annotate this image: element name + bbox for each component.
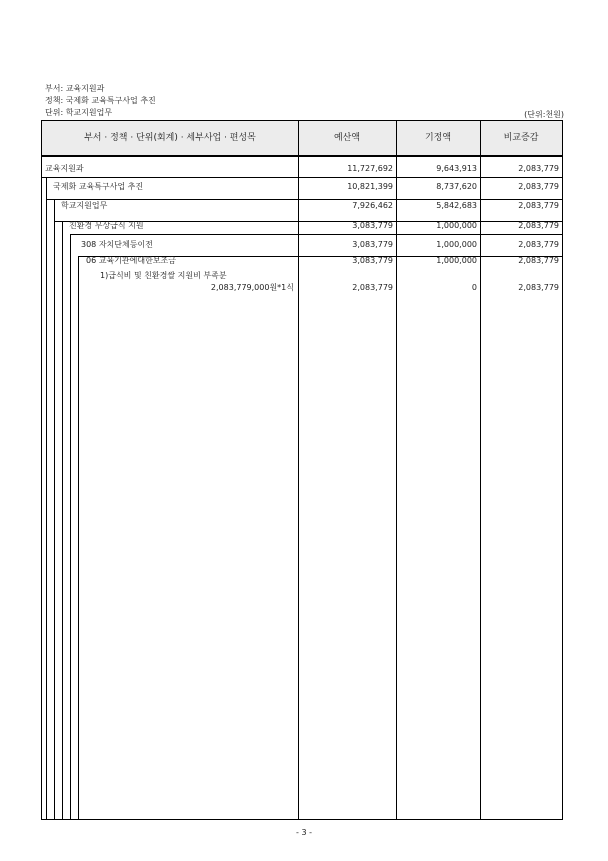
row-divider: [42, 177, 562, 178]
indent-line: [62, 221, 63, 819]
cell-budget: 11,727,692: [347, 164, 393, 173]
row-label: 06 교육기관에대한보조금: [86, 256, 177, 265]
row-divider: [70, 234, 562, 235]
cell-previous: 9,643,913: [436, 164, 477, 173]
cell-diff: 2,083,779: [518, 256, 559, 265]
cell-budget: 3,083,779: [352, 221, 393, 230]
cell-previous: 5,842,683: [436, 201, 477, 210]
cell-budget: 7,926,462: [352, 201, 393, 210]
table-header: [42, 121, 562, 157]
cell-previous: 1,000,000: [436, 240, 477, 249]
row-label: 학교지원업무: [61, 201, 108, 210]
col-header-diff: 비교증감: [503, 133, 539, 143]
detail-title: 1)급식비 및 친환경쌀 지원비 부족분: [100, 271, 227, 280]
cell-budget: 2,083,779: [352, 283, 393, 292]
cell-previous: 8,737,620: [436, 182, 477, 191]
cell-budget: 3,083,779: [352, 256, 393, 265]
row-label: 308 자치단체등이전: [81, 240, 153, 249]
cell-budget: 10,821,399: [347, 182, 393, 191]
indent-line: [46, 177, 47, 819]
budget-table: [41, 120, 563, 820]
row-label: 국제화 교육특구사업 추진: [53, 182, 144, 191]
cell-budget: 3,083,779: [352, 240, 393, 249]
cell-previous: 1,000,000: [436, 221, 477, 230]
cell-diff: 2,083,779: [518, 221, 559, 230]
header-unit: 단위: 학교지원업무: [45, 108, 113, 117]
cell-diff: 2,083,779: [518, 283, 559, 292]
row-label: 교육지원과: [45, 164, 84, 173]
cell-diff: 2,083,779: [518, 201, 559, 210]
header-policy: 정책: 국제화 교육특구사업 추진: [45, 96, 156, 105]
cell-previous: 1,000,000: [436, 256, 477, 265]
col-header-budget: 예산액: [333, 133, 361, 143]
cell-diff: 2,083,779: [518, 182, 559, 191]
detail-formula: 2,083,779,000원*1식: [210, 283, 294, 292]
currency-unit: (단위:천원): [524, 110, 564, 119]
cell-previous: 0: [471, 283, 477, 292]
indent-line: [70, 234, 71, 819]
cell-diff: 2,083,779: [518, 240, 559, 249]
header-dept: 부서: 교육지원과: [45, 84, 105, 93]
col-header-previous: 기정액: [424, 133, 452, 143]
indent-line: [78, 256, 79, 819]
row-label: 친환경 무상급식 지원: [69, 221, 144, 230]
cell-diff: 2,083,779: [518, 164, 559, 173]
col-header-category: 부서 · 정책 · 단위(회계) · 세부사업 · 편성목: [84, 133, 256, 143]
indent-line: [54, 199, 55, 819]
page-number: - 3 -: [296, 828, 312, 837]
